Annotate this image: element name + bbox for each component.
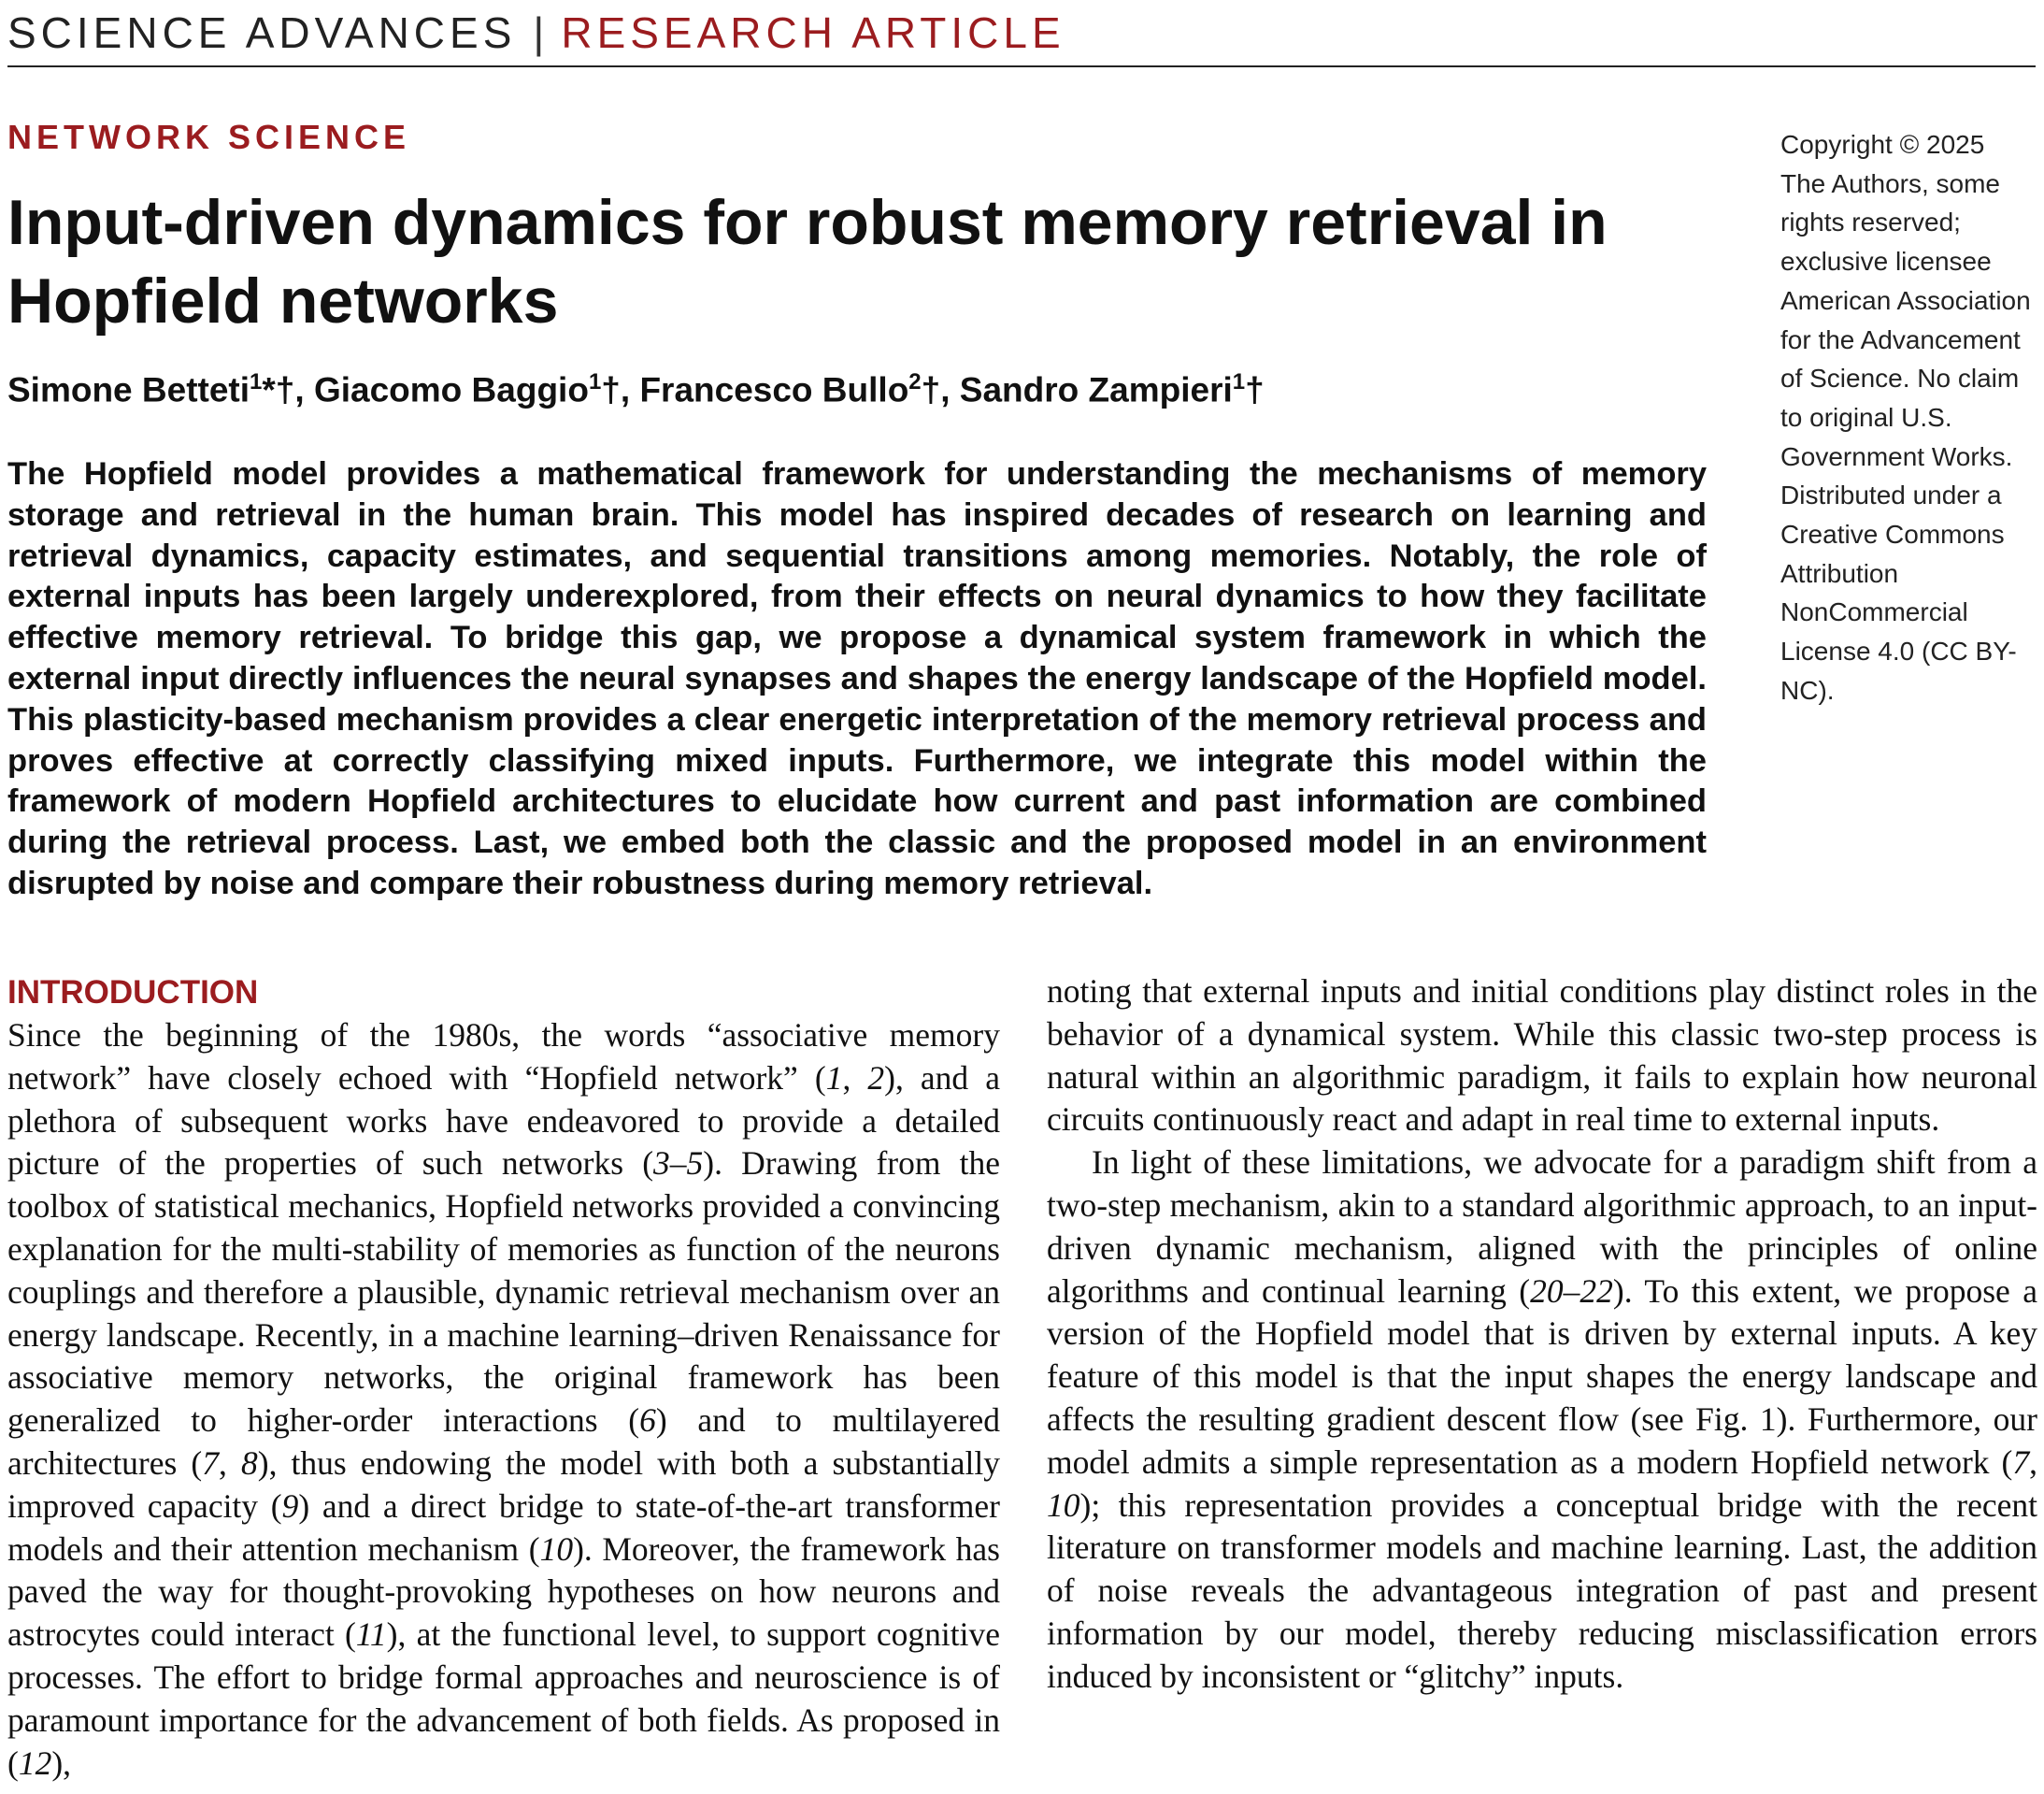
abstract: The Hopfield model provides a mathematical framework for understanding the mechanisms of memory storage and retrieval in the human brain. This model has inspired decades of research on learning and retrieval dynamics, capacity estimates, and sequential transitions among memories. Notably, the role of external inputs has been largely underexplored, from their effects on neural dynamics to how they facilitate effective memory retrieval. To bridge this gap, we propose a dynamical system framework in which the external input directly influences the neural synapses and shapes the energy landscape of the Hopfield model. This plasticity-based mechanism provides a clear energetic interpretation of the memory retrieval process and proves effective at correctly classifying mixed inputs. Furthermore, we integrate this model within the framework of modern Hopfield architectures to elucidate how current and past information are combined during the retrieval process. Last, we embed both the classic and the proposed model in an environment disrupted by noise and compare their robustness during memory retrieval. xyxy=(7,456,1707,901)
citation-number: 22 xyxy=(1579,1271,1613,1310)
author-marks: † xyxy=(921,370,941,409)
author-marks: *† xyxy=(262,370,295,409)
article-type: RESEARCH ARTICLE xyxy=(561,8,1065,57)
author-separator: , xyxy=(294,370,314,409)
article-title: Input-driven dynamics for robust memory retrieval in Hopfield networks xyxy=(7,187,1608,337)
citation-number: 8 xyxy=(241,1443,258,1482)
author-affiliation: 1 xyxy=(250,369,263,395)
journal-header xyxy=(7,0,2036,67)
journal-name: SCIENCE ADVANCES xyxy=(7,8,517,57)
citation-number: 10 xyxy=(1047,1485,1080,1524)
citation-number: 7 xyxy=(202,1443,220,1482)
author-separator: , xyxy=(940,370,960,409)
subject-label: NETWORK SCIENCE xyxy=(7,118,411,156)
citation-number: 1 xyxy=(825,1058,843,1097)
text-run: , xyxy=(2029,1442,2037,1481)
citation-number: 12 xyxy=(18,1744,52,1782)
text-run: , xyxy=(219,1443,241,1482)
body-column-right xyxy=(1047,970,2037,1699)
text-run: – xyxy=(1563,1271,1580,1310)
citation-number: 20 xyxy=(1530,1271,1564,1310)
author-name: Giacomo Baggio xyxy=(313,370,589,409)
author-name: Francesco Bullo xyxy=(639,370,909,409)
text-run: Since the beginning of the 1980s, the words “associative memory network” have closely echoed with “Hopfield network” ( xyxy=(7,1016,1000,1097)
header-separator: | xyxy=(533,8,545,57)
text-run: ) and a direct bridge to state-of-the-art transformer models and their attention mechanism ( xyxy=(7,1486,1000,1568)
text-run: In light of these limitations, we advocate for a paradigm shift from a two-step mechanism, akin to a standard algorithmic approach, to an input-driven dynamic mechanism, aligned with the principles of online algorithms and continual learning ( xyxy=(1047,1143,2037,1310)
citation-number: 3 xyxy=(653,1144,670,1183)
intro-paragraph-continued: noting that external inputs and initial conditions play distinct roles in the behavior of a dynamical system. While this classic two-step process is natural within an algorithmic paradigm, it fails to explain how neuronal circuits continuously react and adapt in real time to external inputs. xyxy=(1047,972,2037,1139)
copyright-notice: Copyright © 2025 The Authors, some rights reserved; exclusive licensee American Association for the Advancement of Science. No claim to original U.S. Government Works. Distributed under a Creative Commons Attribution NonCommercial License 4.0 (CC BY-NC). xyxy=(1780,130,2031,705)
citation-number: 9 xyxy=(281,1486,299,1525)
citation-number: 6 xyxy=(639,1401,656,1440)
author-marks: † xyxy=(601,370,621,409)
text-run: ), thus endowing the model with both a substantially improved capacity ( xyxy=(7,1443,1000,1525)
text-run: ) and to multilayered architectures ( xyxy=(7,1401,1000,1482)
intro-paragraph-2 xyxy=(1047,1141,2037,1698)
text-run: ), at the functional level, to support cognitive processes. The effort to bridge formal approaches and neuroscience is of paramount importance for the advancement of both fields. As proposed in ( xyxy=(7,1615,1000,1782)
citation-number: 5 xyxy=(686,1144,704,1183)
text-run: – xyxy=(669,1144,687,1183)
text-run: , xyxy=(842,1058,868,1097)
text-run: ). Drawing from the toolbox of statistical mechanics, Hopfield networks provided a convincing explanation for the multi-stability of memories as function of the neurons couplings and therefore a plausible, dynamic retrieval mechanism over an energy landscape. Recently, in a machine learning–driven Renaissance for associative memory networks, the original framework has been generalized to higher-order interactions ( xyxy=(7,1144,1000,1440)
author-marks: † xyxy=(1245,370,1265,409)
text-run: ). To this extent, we propose a version of the Hopfield model that is driven by external inputs. A key feature of this model is that the input shapes the energy landscape and affects the resulting gradient descent flow (see Fig. 1). Furthermore, our model admits a simple representation as a modern Hopfield network ( xyxy=(1047,1271,2037,1481)
author-name: Sandro Zampieri xyxy=(959,370,1233,409)
author-affiliation: 1 xyxy=(588,369,602,395)
citation-number: 7 xyxy=(2012,1442,2030,1481)
text-run: ). Moreover, the framework has paved the way for thought-provoking hypotheses on how neurons and astrocytes could interact ( xyxy=(7,1529,1000,1654)
text-run: ), and a plethora of subsequent works have endeavored to provide a detailed picture of the properties of such networks ( xyxy=(7,1058,1000,1183)
citation-number: 2 xyxy=(867,1058,885,1097)
section-heading-introduction: INTRODUCTION xyxy=(7,974,259,1011)
author-name: Simone Betteti xyxy=(7,370,250,409)
body-column-left xyxy=(7,1014,1000,1794)
author-affiliation: 1 xyxy=(1232,369,1246,395)
citation-number: 11 xyxy=(355,1615,387,1654)
citation-number: 10 xyxy=(539,1529,574,1568)
text-run: ); this representation provides a conceptual bridge with the recent literature on transformer models and machine learning. Last, the addition of noise reveals the advantageous integration of past and present information by our model, thereby reducing misclassification errors induced by inconsistent or “glitchy” inputs. xyxy=(1047,1485,2037,1695)
author-separator: , xyxy=(620,370,640,409)
text-run: ), xyxy=(51,1744,72,1782)
intro-paragraph-1 xyxy=(7,1014,1000,1785)
author-list xyxy=(7,369,1265,409)
author-affiliation: 2 xyxy=(908,369,922,395)
